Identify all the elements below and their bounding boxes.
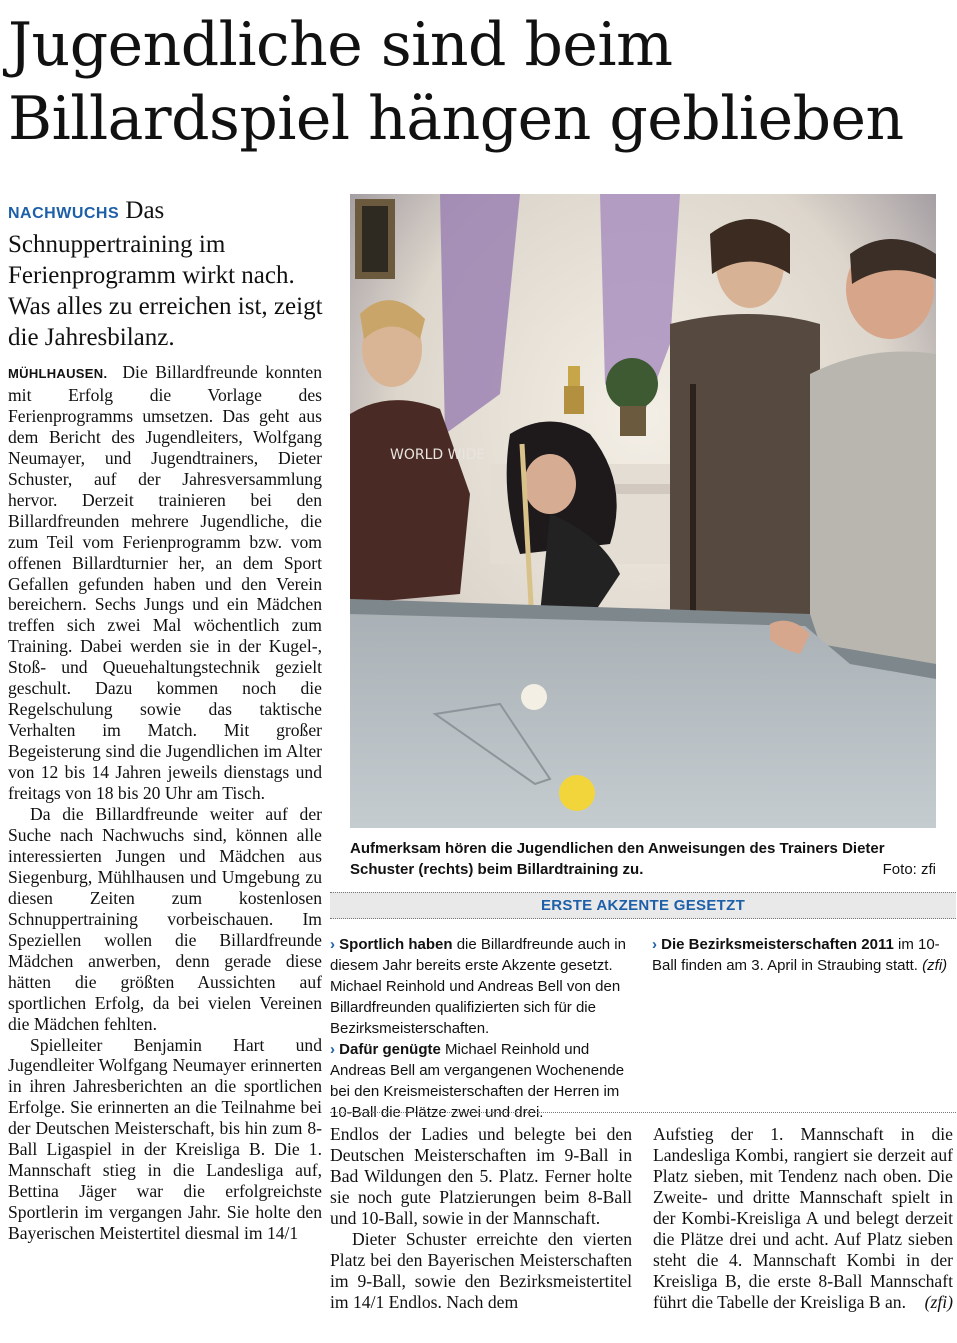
paragraph-1: Die Billardfreunde konnten mit Erfolg die Vorlage des Ferienprogramms umsetzen. Das geht aus dem Bericht des Jugendleiters, Wolfgang Neumayer, und Jugendtrainers, Dieter Schuster, auf der Jahresversammlung hervor. Derzeit trainieren bei den Billardfreunden mehrere Jugendliche, die zum Teil vom Ferienprogramm bzw. vom offenen Billardturnier her, an dem Sport Gefallen gefunden haben und den Verein bereichern. Sechs Jungs und ein Mädchen treffen sich zwei Mal wöchentlich zum Training. Dabei werden sie in der Kugel-, Stoß- und Queuehaltungstechnik gezielt geschult. Dazu kommen noch die Regelschulung sowie das taktische Verhalten im Match. Mit großer Begeisterung sind die Jugendlichen im Alter von 12 bis 14 Jahren jeweils dienstags und freitags von 18 bis 20 Uhr am Tisch.: [8, 362, 322, 804]
item3-text: im 10-Ball finden am 3. April in Straubing statt.: [652, 936, 940, 974]
article-signature: (zfi): [924, 1291, 953, 1312]
item3-leadin: Die Bezirksmeisterschaften 2011: [661, 936, 894, 953]
text-column-3: [653, 1124, 953, 1313]
shirt-print: WORLD WIDE: [390, 447, 486, 463]
chevron-right-icon: ›: [652, 936, 657, 953]
article-photo: [350, 194, 936, 828]
lead-text: Das Schnuppertraining im Ferienprogramm wirkt nach. Was alles zu erreichen ist, zeigt die Jahresbilanz.: [8, 197, 323, 351]
headline-line-2: Billardspiel hängen geblieben: [8, 84, 904, 154]
headline: [8, 8, 953, 156]
info-box-column-right: [652, 934, 956, 976]
item2-text: Michael Reinhold und Andreas Bell am vergangenen Wochenende bei den Kreismeisterschaften der Herren im 10-Ball die Plätze zwei und drei.: [330, 1041, 625, 1121]
chevron-right-icon: ›: [330, 1041, 335, 1058]
paragraph-2: Da die Billardfreunde weiter auf der Suche nach Nachwuchs sind, können alle interessierten Jungen und Mädchen aus Siegenburg, Mühlhausen und Umgebung zu diesen Zeiten zum kostenlosen Schnuppertraining vorbeischauen. Im Speziellen wollen die Billardfreunde Mädchen anwerben, denn gerade diese hätten die größten Aussichten auf sportlichen Erfolg, da bei vielen Vereinen die Mädchen fehlten.: [8, 804, 322, 1034]
headline-line-1: Jugendliche sind beim: [8, 10, 673, 80]
text-column-2: [330, 1124, 632, 1313]
item2-leadin: Dafür genügte: [339, 1041, 441, 1058]
lead-paragraph: [8, 195, 323, 353]
photo-caption: [350, 838, 936, 880]
info-box: [330, 892, 956, 1121]
paragraph-5: Dieter Schuster erreichte den vierten Platz bei den Bayerischen Meisterschaften im 9-Ball, sowie den Bezirksmeistertitel im 14/1 Endlos. Nach dem: [330, 1228, 632, 1312]
divider: [330, 1112, 956, 1113]
paragraph-4: Endlos der Ladies und belegte bei den Deutschen Meisterschaften im 9-Ball in Bad Wildungen den 5. Platz. Ferner holte sie noch gute Platzierungen beim 8-Ball und 10-Ball, sowie in der Mannschaft.: [330, 1124, 632, 1228]
text-column-1: [8, 362, 322, 1244]
info-box-column-left: [330, 934, 626, 1123]
item1-leadin: Sportlich haben: [339, 936, 453, 953]
kicker: NACHWUCHS: [8, 205, 120, 222]
paragraph-3: Spielleiter Benjamin Hart und Jugendleiter Wolfgang Neumayer erinnerten in ihren Jahresberichten an die sportlichen Erfolge. Sie erinnerten an die Teilnahme bei der Deutschen Meisterschaft, bis hin zum 8-Ball Ligaspiel in der Kreisliga B. Die 1. Mannschaft stieg in die Landesliga auf, Bettina Jäger war die erfolgreichste Sportlerin im vergangen Jahr. Sie holte den Bayerischen Meistertitel diesmal im 14/1: [8, 1034, 322, 1244]
info-box-signature: (zfi): [922, 957, 948, 974]
info-box-title: ERSTE AKZENTE GESETZT: [330, 892, 956, 919]
item1-text: die Billardfreunde auch in diesem Jahr bereits erste Akzente gesetzt. Michael Reinhold und Andreas Bell von den Billardfreunden qualifizierten sich für die Bezirksmeisterschaften.: [330, 936, 626, 1037]
paragraph-6: Aufstieg der 1. Mannschaft in die Landesliga Kombi, rangiert sie derzeit auf Platz sieben, mit Tendenz nach oben. Die Zweite- und dritte Mannschaft spielt in der Kombi-Kreisliga A und belegt derzeit die Plätze drei und acht. Auf Platz sieben steht die 4. Mannschaft Kombi in der Kreisliga B, die erste 8-Ball Mannschaft führt die Tabelle der Kreisliga B an.: [653, 1124, 953, 1312]
photo-credit: Foto: zfi: [882, 861, 936, 878]
caption-text: Aufmerksam hören die Jugendlichen den Anweisungen des Trainers Dieter Schuster (rechts) beim Billardtraining zu.: [350, 840, 885, 878]
dateline: MÜHLHAUSEN.: [8, 366, 108, 381]
chevron-right-icon: ›: [330, 936, 335, 953]
